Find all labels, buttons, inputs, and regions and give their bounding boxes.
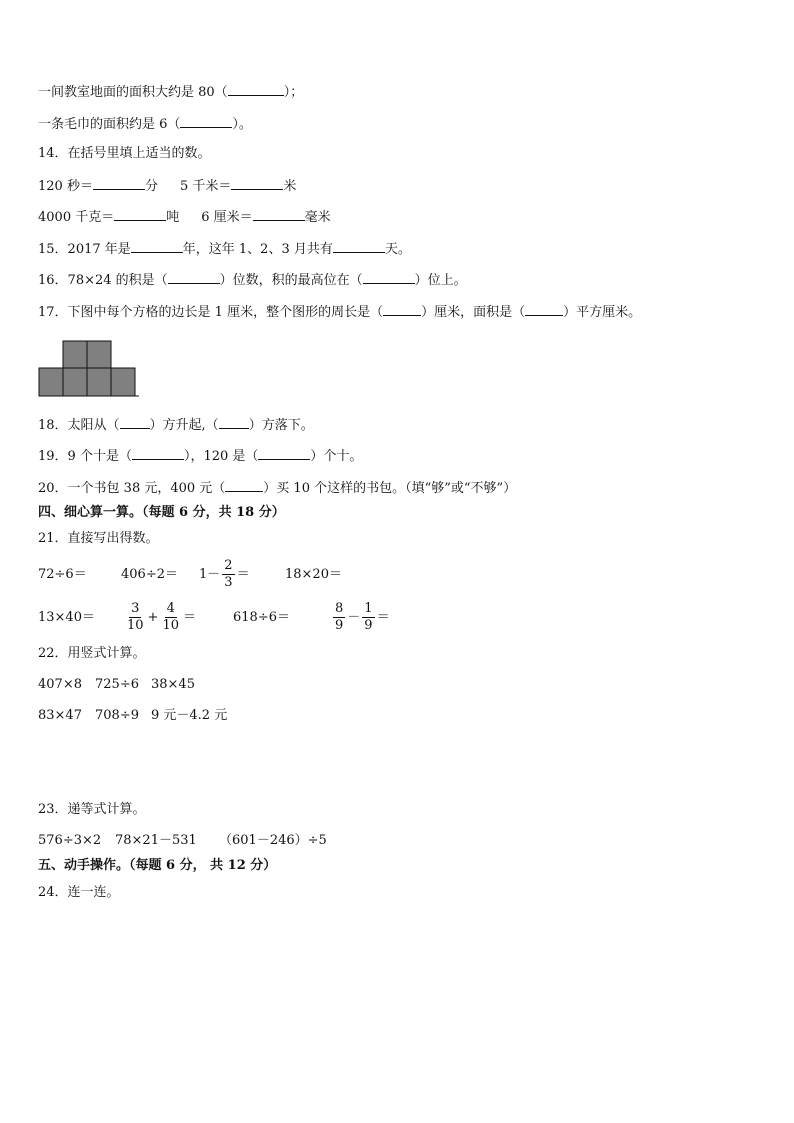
q20-suffix: ）买 10 个这样的书包。（填“够”或“不够”） <box>263 481 517 496</box>
fraction-numerator: 3 <box>131 601 140 616</box>
q20-prefix: 20．一个书包 38 元，400 元（ <box>38 481 226 496</box>
q14-row1 <box>38 176 296 196</box>
answer-blank[interactable] <box>132 446 184 460</box>
q14-b-text: 5 千米＝ <box>179 179 232 194</box>
q22-row1 <box>38 676 195 694</box>
q15-mid: 年，这年 1、2、3 月共有 <box>182 242 333 257</box>
grid-square <box>39 368 63 396</box>
q23-c: （601－246）÷5 <box>219 833 327 848</box>
answer-blank[interactable] <box>258 446 310 460</box>
q21-title: 21．直接写出得数。 <box>38 531 159 546</box>
fraction-denominator: 10 <box>127 618 144 633</box>
q15-suffix: 天。 <box>384 242 411 257</box>
q23-a: 576÷3×2 <box>38 833 102 848</box>
fraction <box>125 601 146 634</box>
q21-r2c: 618÷6＝ <box>233 610 290 625</box>
q14-a-text: 120 秒＝ <box>38 179 93 194</box>
q17-mid: ）厘米，面积是（ <box>421 305 526 320</box>
fraction-numerator: 8 <box>335 601 344 616</box>
fraction-denominator: 9 <box>335 618 344 633</box>
q18-suffix: ）方落下。 <box>248 418 314 433</box>
q16-mid: ）位数，积的最高位在（ <box>219 273 363 288</box>
q23-title: 23．递等式计算。 <box>38 802 146 817</box>
q18-prefix: 18．太阳从（ <box>38 418 120 433</box>
answer-blank[interactable] <box>131 239 183 253</box>
q19-suffix: ）个十。 <box>310 449 363 464</box>
answer-blank[interactable] <box>383 302 421 316</box>
q21-r2b-op: + <box>147 610 159 625</box>
q22-r1b: 725÷6 <box>95 677 139 692</box>
answer-blank[interactable] <box>363 270 415 284</box>
q22-title: 22．用竖式计算。 <box>38 646 146 661</box>
fraction-denominator: 3 <box>224 575 233 590</box>
q15-prefix: 15．2017 年是 <box>38 242 131 257</box>
q22-r1c: 38×45 <box>151 677 195 692</box>
q21-r1d: 18×20＝ <box>285 567 342 582</box>
answer-blank[interactable] <box>93 176 145 190</box>
q17-line <box>38 302 641 322</box>
q14-row2 <box>38 207 331 227</box>
q21-r2a: 13×40＝ <box>38 610 95 625</box>
answer-blank[interactable] <box>120 415 150 429</box>
q19-prefix: 19．9 个十是（ <box>38 449 132 464</box>
q13-line2 <box>38 114 252 134</box>
q21-r1b: 406÷2＝ <box>121 567 178 582</box>
q16-prefix: 16．78×24 的积是（ <box>38 273 168 288</box>
q13-line1-suffix: ）； <box>283 85 304 100</box>
q18-line <box>38 415 314 435</box>
answer-blank[interactable] <box>253 207 305 221</box>
grid-square <box>63 368 87 396</box>
q22-row2 <box>38 707 227 725</box>
grid-square <box>63 341 87 368</box>
answer-blank[interactable] <box>333 239 385 253</box>
fraction-denominator: 10 <box>162 618 179 633</box>
answer-blank[interactable] <box>114 207 166 221</box>
q13-line1-text: 一间教室地面的面积大约是 80（ <box>38 85 228 100</box>
q21-r2d-op: － <box>347 610 361 625</box>
q14-d-text: 6 厘米＝ <box>201 210 253 225</box>
answer-blank[interactable] <box>228 82 284 96</box>
q21-r1c-left: 1－ <box>199 567 221 582</box>
fraction <box>222 558 234 591</box>
section-5-heading: 五、动手操作。（每题 6 分， 共 12 分） <box>38 858 277 873</box>
grid-square <box>87 341 111 368</box>
q21-row2 <box>38 598 390 638</box>
q15-line <box>38 239 411 259</box>
q14-c-text: 4000 千克＝ <box>38 210 115 225</box>
grid-figure <box>38 340 140 398</box>
answer-blank[interactable] <box>219 415 249 429</box>
fraction-numerator: 1 <box>364 601 373 616</box>
fraction <box>362 601 374 634</box>
fraction <box>160 601 181 634</box>
q13-line2-text: 一条毛巾的面积约是 6（ <box>38 117 181 132</box>
grid-square <box>87 368 111 396</box>
q17-suffix: ）平方厘米。 <box>563 305 642 320</box>
q22-r2a: 83×47 <box>38 708 82 723</box>
q16-line <box>38 270 467 290</box>
answer-blank[interactable] <box>225 478 263 492</box>
answer-blank[interactable] <box>231 176 283 190</box>
answer-blank[interactable] <box>525 302 563 316</box>
q14-a-unit: 分 <box>144 179 158 194</box>
q22-r2c: 9 元－4.2 元 <box>151 708 228 723</box>
q13-line1 <box>38 82 303 102</box>
q16-suffix: ）位上。 <box>414 273 467 288</box>
q23-b: 78×21－531 <box>115 833 197 848</box>
q19-line <box>38 446 362 466</box>
q21-r2d <box>331 598 390 638</box>
q14-c-unit: 吨 <box>166 210 180 225</box>
fraction <box>333 601 345 634</box>
q24-title: 24．连一连。 <box>38 885 120 900</box>
q21-row1 <box>38 557 342 593</box>
q21-r1a: 72÷6＝ <box>38 567 87 582</box>
q21-r2d-eq: ＝ <box>376 610 390 625</box>
grid-square <box>111 368 135 396</box>
q21-r1c-eq: ＝ <box>236 567 250 582</box>
q14-d-unit: 毫米 <box>304 210 331 225</box>
q13-line2-suffix: ）。 <box>232 117 252 132</box>
fraction-numerator: 4 <box>166 601 175 616</box>
fraction-numerator: 2 <box>224 558 233 573</box>
q22-r1a: 407×8 <box>38 677 82 692</box>
q23-row <box>38 832 327 850</box>
q21-r1c <box>199 557 285 593</box>
fraction-denominator: 9 <box>364 618 373 633</box>
q14-title: 14．在括号里填上适当的数。 <box>38 146 211 161</box>
answer-blank[interactable] <box>180 114 232 128</box>
answer-blank[interactable] <box>168 270 220 284</box>
section-4-heading: 四、细心算一算。（每题 6 分，共 18 分） <box>38 505 285 520</box>
q17-prefix: 17．下图中每个方格的边长是 1 厘米，整个图形的周长是（ <box>38 305 384 320</box>
q21-r2b-eq: ＝ <box>183 610 197 625</box>
q21-r2b <box>123 598 233 638</box>
q22-r2b: 708÷9 <box>95 708 139 723</box>
q19-mid: ），120 是（ <box>183 449 259 464</box>
q18-mid: ）方升起,（ <box>149 418 219 433</box>
q20-line <box>38 478 516 498</box>
q14-b-unit: 米 <box>283 179 297 194</box>
